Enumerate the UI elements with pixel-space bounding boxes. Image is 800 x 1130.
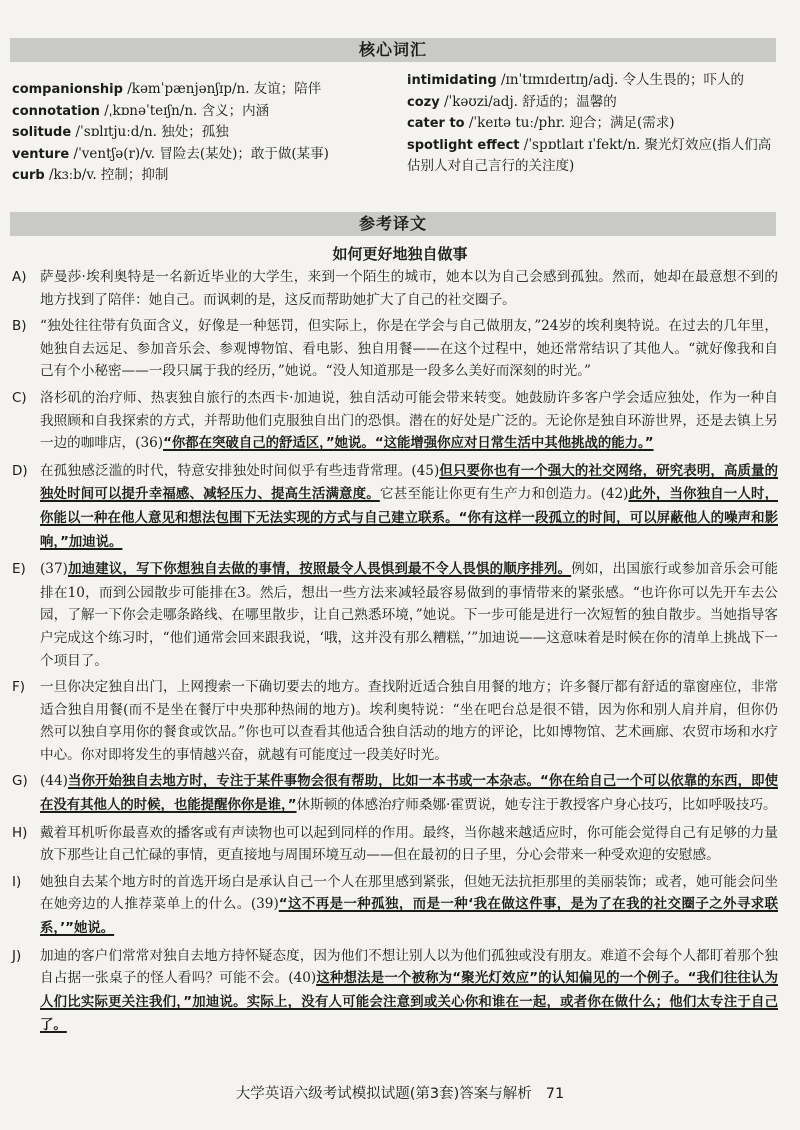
vocab-definition: /ˌkɒnəˈteɪʃn/n. 含义；内涵 bbox=[99, 102, 270, 119]
paragraph-text: (44) bbox=[40, 773, 68, 790]
paragraph-text: 她独自去某个地方时的首选开场白是承认自己一个人在那里感到紧张，但她无法抗拒那里的美丽装饰；或者，她可能会问坐在她旁边的人推荐菜单上的什么。(39) bbox=[40, 873, 778, 913]
page-footer bbox=[0, 1082, 800, 1103]
paragraph bbox=[12, 676, 778, 766]
vocab-entry bbox=[407, 70, 779, 92]
paragraph bbox=[12, 266, 778, 311]
highlighted-answer-text: 此外，当你独自一人时，你能以一种在他人意见和想法包围下无法实现的方式与自己建立联系。“你有这样一段孤立的时间，可以屏蔽他人的噪声和影响，”加迪说。 bbox=[40, 487, 779, 550]
paragraph-letter: A) bbox=[12, 269, 27, 285]
vocab-entry bbox=[12, 79, 392, 101]
paragraph-text: 它甚至能让你更有生产力和创造力。(42) bbox=[379, 486, 629, 503]
paragraph-text: 在孤独感泛滥的时代，特意安排独处时间似乎有些违背常理。(45) bbox=[40, 462, 440, 479]
highlighted-answer-text: 但只要你也有一个强大的社交网络，研究表明，高质量的独处时间可以提升幸福感、减轻压力、提高生活满意度。 bbox=[40, 463, 779, 503]
vocab-definition: /ˈsɒlɪtjuːd/n. 独处；孤独 bbox=[71, 124, 229, 140]
paragraph bbox=[12, 460, 778, 554]
vocab-definition: /ɪnˈtɪmɪdeɪtɪŋ/adj. 令人生畏的；吓人的 bbox=[496, 72, 745, 88]
highlighted-answer-text: “你都在突破自己的舒适区，”她说。“这能增强你应对日常生活中其他挑战的能力。” bbox=[163, 436, 654, 452]
highlighted-answer-text: “这不再是一种孤独，而是一种‘我在做这件事，是为了在我的社交圈子之外寻求联系，’”她说。 bbox=[40, 897, 778, 937]
vocab-entry bbox=[12, 144, 392, 166]
paragraph bbox=[12, 387, 778, 456]
vocab-term: spotlight effect bbox=[407, 137, 520, 153]
paragraph-letter: E) bbox=[12, 561, 26, 578]
paragraph-text: 萨曼莎·埃利奥特是一名新近毕业的大学生，来到一个陌生的城市，她本以为自己会感到孤独。然而，她却在最意想不到的地方找到了陪伴：她自己。而讽刺的是，这反而帮助她扩大了自己的社交圈子。 bbox=[40, 269, 778, 308]
vocab-entry bbox=[407, 92, 779, 114]
paragraph-letter: B) bbox=[12, 318, 27, 335]
footer-title: 大学英语六级考试模拟试题(第3套)答案与解析 bbox=[235, 1086, 532, 1102]
paragraph bbox=[12, 770, 778, 817]
paragraph-letter: F) bbox=[12, 679, 26, 696]
vocab-definition: /ˈspɒtlaɪt ɪˈfekt/n. 聚光灯效应(指人们高估别人对自己言行的关注度) bbox=[407, 136, 772, 174]
vocab-list-left bbox=[12, 79, 392, 187]
vocab-definition: /kəmˈpænjənʃɪp/n. 友谊；陪伴 bbox=[122, 81, 322, 97]
vocab-definition: /ˈkəʊzi/adj. 舒适的；温馨的 bbox=[439, 93, 617, 110]
vocab-section-header: 核心词汇 bbox=[10, 38, 776, 62]
vocab-definition: /kɜːb/v. 控制；抑制 bbox=[44, 167, 169, 183]
paragraph-text: (37) bbox=[40, 561, 68, 578]
paragraph-letter: I) bbox=[12, 873, 22, 890]
article-title: 如何更好地独自做事 bbox=[332, 245, 468, 263]
paragraph-text: 休斯顿的体感治疗师桑娜·霍贾说，她专注于教授客户身心技巧，比如呼吸技巧。 bbox=[296, 797, 777, 814]
vocab-term: venture bbox=[12, 146, 70, 162]
vocab-list-right bbox=[407, 70, 779, 178]
highlighted-answer-text: 加迪建议，写下你想独自去做的事情，按照最令人畏惧到最不令人畏惧的顺序排列。 bbox=[67, 562, 572, 578]
paragraph-letter: J) bbox=[12, 947, 22, 964]
vocab-term: cater to bbox=[407, 116, 465, 131]
paragraph-text: 一旦你决定独自出门，上网搜索一下确切要去的地方。查找附近适合独自用餐的地方；许多餐厅都有舒适的靠窗座位，非常适合独自用餐(而不是坐在餐厅中央那种热闹的地方)。埃利奥特说：“坐在吧台总是很不错，因为你和别人肩并肩，但你仍然可以独自享用你的餐食或饮品。”你也可以查看其他适合独自活动的地方的评论，比如博物馆、艺术画廊、农贸市场和水疗中心。你对即将发生的事情越兴奋，就越有可能度过一段美好时光。 bbox=[40, 679, 778, 763]
vocab-entry bbox=[12, 101, 392, 123]
vocab-entry bbox=[12, 165, 392, 187]
paragraph-text: “独处往往带有负面含义，好像是一种惩罚，但实际上，你是在学会与自己做朋友，”24岁的埃利奥特说。在过去的几年里，她独自去远足、参加音乐会、参观博物馆、看电影、独自用餐——在这个过程中，她还常常结识了其他人。“就好像我和自己有个小秘密——一段只属于我的经历，”她说。“没人知道那是一段多么美好而深刻的时光。” bbox=[40, 318, 778, 380]
translation-section-header: 参考译文 bbox=[10, 212, 776, 236]
vocab-term: connotation bbox=[12, 103, 100, 119]
paragraph bbox=[12, 315, 778, 383]
vocab-entry bbox=[407, 113, 779, 135]
paragraph bbox=[12, 945, 778, 1038]
vocab-term: intimidating bbox=[407, 73, 497, 88]
paragraph-letter: D) bbox=[12, 462, 28, 479]
vocab-term: curb bbox=[12, 168, 45, 183]
paragraph bbox=[12, 871, 778, 941]
paragraph-text: 加迪的客户们常常对独自去地方持怀疑态度，因为他们不想让别人以为他们孤独或没有朋友。难道不会每个人都盯着那个独自占据一张桌子的怪人看吗？可能不会。(40) bbox=[40, 947, 778, 987]
vocab-entry bbox=[12, 122, 392, 144]
paragraph-text: 例如，出国旅行或参加音乐会可能排在10，而到公园散步可能排在3。然后，想出一些方法来减轻最容易做到的事情带来的紧张感。“也许你可以先开车去公园，了解一下你会走哪条路线、在哪里散步，让自己熟悉环境，”她说。下一步可能是进行一次短暂的独自散步。当她指导客户完成这个练习时，“他们通常会回来跟我说，‘哦，这并没有那么糟糕，’”加迪说——这意味着是时候在你的清单上挑战下一个项目了。 bbox=[40, 561, 778, 669]
paragraph-text: 戴着耳机听你最喜欢的播客或有声读物也可以起到同样的作用。最终，当你越来越适应时，你可能会觉得自己有足够的力量放下那些让自己忙碌的事情，更直接地与周围环境互动——但在最初的日子里，分心会带来一种受欢迎的安慰感。 bbox=[40, 824, 778, 864]
paragraph-letter: H) bbox=[12, 824, 28, 841]
paragraph-letter: G) bbox=[12, 773, 28, 790]
vocab-entry bbox=[407, 135, 779, 178]
vocab-term: solitude bbox=[12, 125, 72, 140]
paragraph-letter: C) bbox=[12, 389, 27, 406]
paragraph-text: 洛杉矶的治疗师、热衷独自旅行的杰西卡·加迪说，独自活动可能会带来转变。她鼓励许多客户学会适应独处，作为一种自我照顾和自我探索的方式，并帮助他们克服独自出门的恐惧。潜在的好处是广泛的。无论你是独自环游世界，还是去镇上另一边的咖啡店，(36) bbox=[40, 389, 778, 452]
highlighted-answer-text: 当你开始独自去地方时，专注于某件事物会很有帮助，比如一本书或一本杂志。“你在给自己一个可以依靠的东西，即使在没有其他人的时候，也能提醒你你是谁，” bbox=[40, 774, 778, 814]
vocab-term: cozy bbox=[407, 94, 440, 110]
article-body bbox=[12, 266, 778, 1042]
paragraph bbox=[12, 822, 778, 867]
vocab-definition: /ˈkeɪtə tuː/phr. 迎合；满足(需求) bbox=[464, 115, 675, 131]
paragraph bbox=[12, 558, 778, 672]
highlighted-answer-text: 这种想法是一个被称为“聚光灯效应”的认知偏见的一个例子。“我们往往认为人们比实际更关注我们，”加迪说。实际上，没有人可能会注意到或关心你和谁在一起，或者你在做什么；他们太专注于自己了。 bbox=[40, 971, 779, 1034]
page-number: 71 bbox=[545, 1086, 565, 1102]
vocab-definition: /ˈventʃə(r)/v. 冒险去(某处)；敢于做(某事) bbox=[69, 145, 329, 162]
vocab-term: companionship bbox=[12, 82, 123, 97]
